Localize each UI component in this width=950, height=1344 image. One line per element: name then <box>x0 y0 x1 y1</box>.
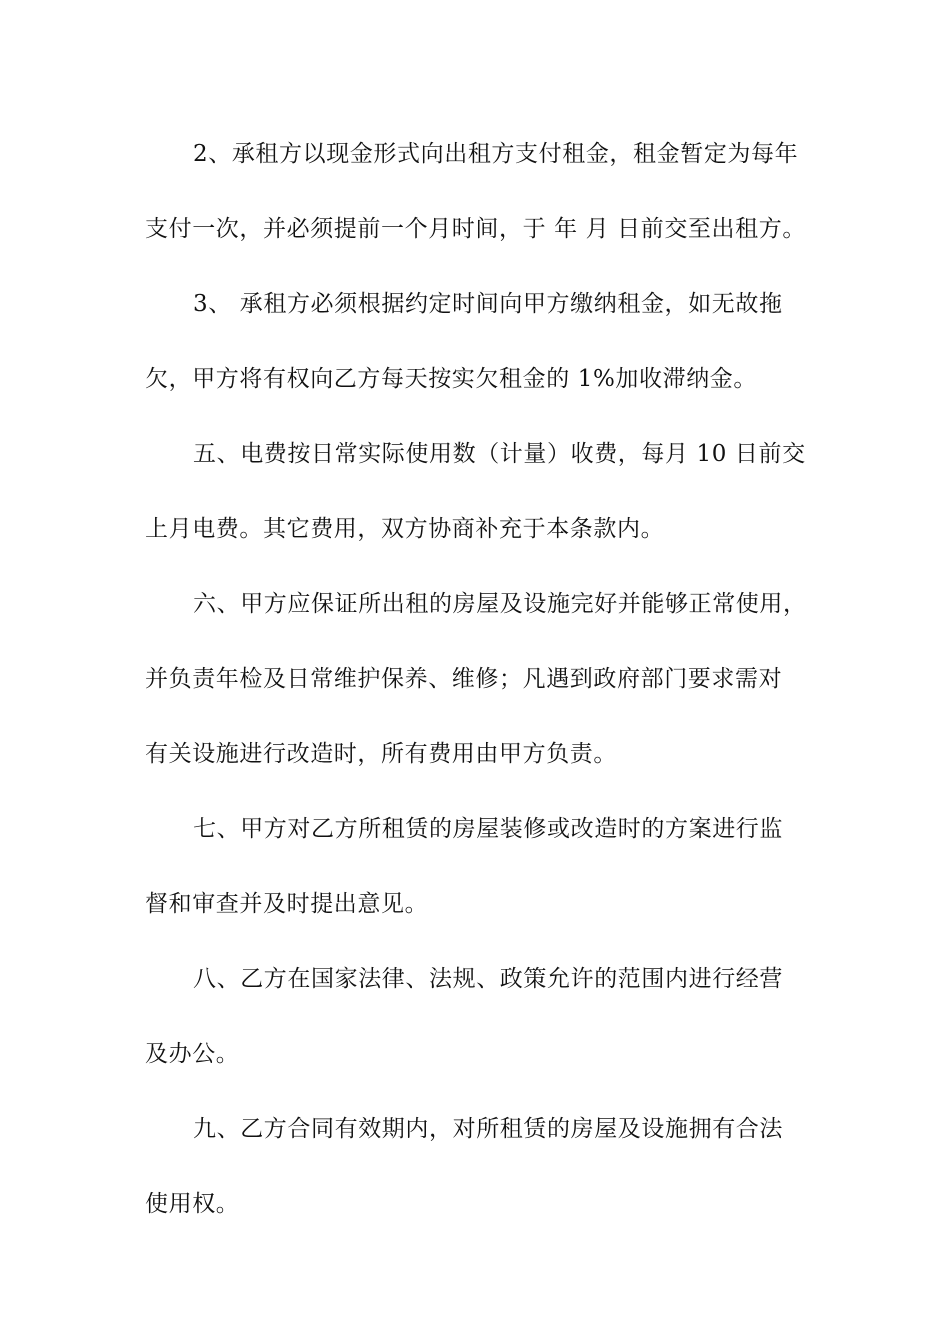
text-line: 上月电费。其它费用，双方协商补充于本条款内。 <box>145 516 665 542</box>
text-line: 3、 承租方必须根据约定时间向甲方缴纳租金，如无故拖 <box>193 291 783 317</box>
text-line: 支付一次，并必须提前一个月时间，于 年 月 日前交至出租方。 <box>145 216 806 242</box>
text-line: 七、甲方对乙方所租赁的房屋装修或改造时的方案进行监 <box>193 816 783 842</box>
text-line: 六、甲方应保证所出租的房屋及设施完好并能够正常使用， <box>193 591 807 617</box>
text-line: 及办公。 <box>145 1041 240 1067</box>
text-line: 2、承租方以现金形式向出租方支付租金，租金暂定为每年 <box>193 141 799 167</box>
text-line: 有关设施进行改造时，所有费用由甲方负责。 <box>145 741 617 767</box>
document-body <box>145 132 815 1257</box>
text-line: 并负责年检及日常维护保养、维修；凡遇到政府部门要求需对 <box>145 666 783 692</box>
text-line: 督和审查并及时提出意见。 <box>145 891 429 917</box>
text-line: 九、乙方合同有效期内，对所租赁的房屋及设施拥有合法 <box>193 1116 783 1142</box>
text-line: 使用权。 <box>145 1191 240 1217</box>
text-line: 欠，甲方将有权向乙方每天按实欠租金的 1%加收滞纳金。 <box>145 366 757 392</box>
text-line: 五、电费按日常实际使用数（计量）收费，每月 10 日前交 <box>193 441 806 467</box>
text-line: 八、乙方在国家法律、法规、政策允许的范围内进行经营 <box>193 966 783 992</box>
